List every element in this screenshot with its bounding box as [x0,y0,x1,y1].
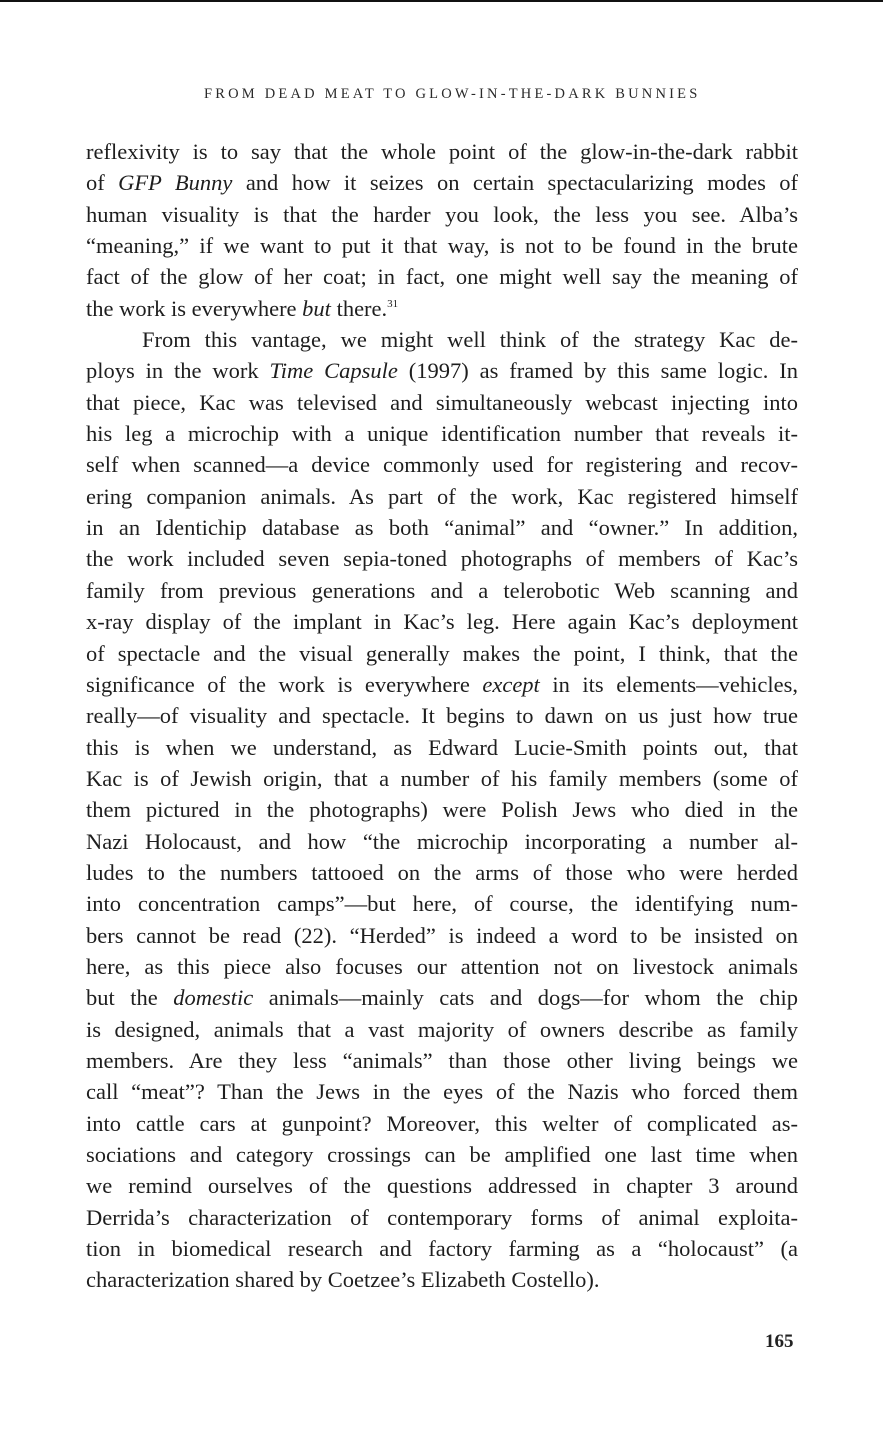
text-line [86,1045,798,1076]
paragraph [86,136,798,324]
paragraph [86,324,798,1296]
text-line [86,606,798,637]
text-line [86,982,798,1013]
text-line [86,481,798,512]
text-segment: Nazi Holocaust, and how “the microchip incorporating a number al- [86,828,798,854]
text-line [86,199,798,230]
text-segment: Derrida’s characterization of contemporary forms of animal exploita- [86,1204,798,1230]
italic-text: domestic [173,985,254,1011]
text-segment: animals—mainly cats and dogs—for whom the chip [253,985,798,1011]
text-line [86,261,798,292]
text-segment: the work included seven sepia-toned photographs of members of Kac’s [86,546,798,572]
text-segment: this is when we understand, as Edward Lucie-Smith points out, that [86,734,798,760]
text-line [86,449,798,480]
text-line [86,669,798,700]
text-line [86,732,798,763]
body-text [86,136,798,1296]
text-line [86,794,798,825]
text-segment: the work is everywhere [86,295,303,321]
text-segment: into cattle cars at gunpoint? Moreover, this welter of complicated as- [86,1110,798,1136]
text-line [86,1014,798,1045]
text-segment: members. Are they less “animals” than those other living beings we [86,1047,798,1073]
text-segment: there. [330,295,388,321]
text-line [86,763,798,794]
text-segment: self when scanned—a device commonly used for registering and recov- [86,452,798,478]
text-line [86,1139,798,1170]
text-segment: tion in biomedical research and factory farming as a “holocaust” (a [86,1236,798,1262]
text-segment: into concentration camps”—but here, of course, the identifying num- [86,891,798,917]
text-line [86,857,798,888]
running-head: FROM DEAD MEAT TO GLOW-IN-THE-DARK BUNNIES [204,86,701,102]
text-line [86,136,798,167]
italic-text: but [302,295,331,321]
text-segment: in its elements—vehicles, [539,671,799,697]
text-line [86,638,798,669]
text-line [86,1233,798,1264]
text-segment: bers cannot be read (22). “Herded” is indeed a word to be insisted on [86,922,798,948]
text-segment: ering companion animals. As part of the work, Kac registered himself [86,483,798,509]
text-segment: (1997) as framed by this same logic. In [397,358,798,384]
text-line [86,387,798,418]
text-segment: x-ray display of the implant in Kac’s leg. Here again Kac’s deployment [86,609,798,635]
text-line [86,700,798,731]
text-line [86,888,798,919]
text-line [86,543,798,574]
text-line [86,1264,798,1295]
footnote-marker: 31 [387,297,399,310]
text-segment: his leg a microchip with a unique identification number that reveals it- [86,421,798,447]
text-line [86,575,798,606]
text-segment: human visuality is that the harder you look, the less you see. Alba’s [86,201,798,227]
italic-text: Time Capsule [269,358,398,384]
text-line [86,230,798,261]
text-segment: ploys in the work [86,358,270,384]
text-line [86,324,798,355]
text-line [86,512,798,543]
text-segment: sociations and category crossings can be amplified one last time when [86,1142,798,1167]
italic-text: except [482,671,540,697]
text-line [86,355,798,386]
text-line [86,826,798,857]
text-segment: family from previous generations and a telerobotic Web scanning and [86,577,798,603]
text-segment: in an Identichip database as both “animal” and “owner.” In addition, [86,515,798,541]
text-line [86,167,798,198]
text-line [86,920,798,951]
text-segment: fact of the glow of her coat; in fact, one might well say the meaning of [86,264,798,290]
text-segment: call “meat”? Than the Jews in the eyes of the Nazis who forced them [86,1079,798,1105]
text-segment: “meaning,” if we want to put it that way, is not to be found in the brute [86,233,798,259]
text-line [86,418,798,449]
text-segment: that piece, Kac was televised and simultaneously webcast injecting into [86,389,798,415]
text-segment: significance of the work is everywhere [86,671,483,697]
text-segment: we remind ourselves of the questions addressed in chapter 3 around [86,1173,798,1199]
text-segment: of spectacle and the visual generally makes the point, I think, that the [86,640,798,666]
text-line [86,1076,798,1107]
text-line [86,951,798,982]
text-segment: is designed, animals that a vast majority of owners describe as family [86,1016,798,1042]
text-segment: and how it seizes on certain spectacularizing modes of [232,170,799,196]
text-line [86,1108,798,1139]
text-line [86,1202,798,1233]
text-segment: but the [86,985,174,1011]
italic-text: GFP Bunny [118,170,233,196]
text-segment: From this vantage, we might well think of the strategy Kac de- [142,327,798,353]
text-segment: them pictured in the photographs) were Polish Jews who died in the [86,797,798,823]
text-segment: reflexivity is to say that the whole point of the glow-in-the-dark rabbit [86,139,798,164]
text-segment: of [86,170,119,196]
top-border-rule [0,0,883,2]
text-line [86,293,798,324]
text-segment: here, as this piece also focuses our attention not on livestock animals [86,953,798,979]
text-segment: ludes to the numbers tattooed on the arms of those who were herded [86,859,798,885]
text-segment: characterization shared by Coetzee’s Elizabeth Costello). [86,1267,600,1293]
text-segment: Kac is of Jewish origin, that a number of his family members (some of [86,765,798,791]
text-segment: really—of visuality and spectacle. It begins to dawn on us just how true [86,703,798,729]
page-number: 165 [765,1331,794,1352]
text-line [86,1170,798,1201]
